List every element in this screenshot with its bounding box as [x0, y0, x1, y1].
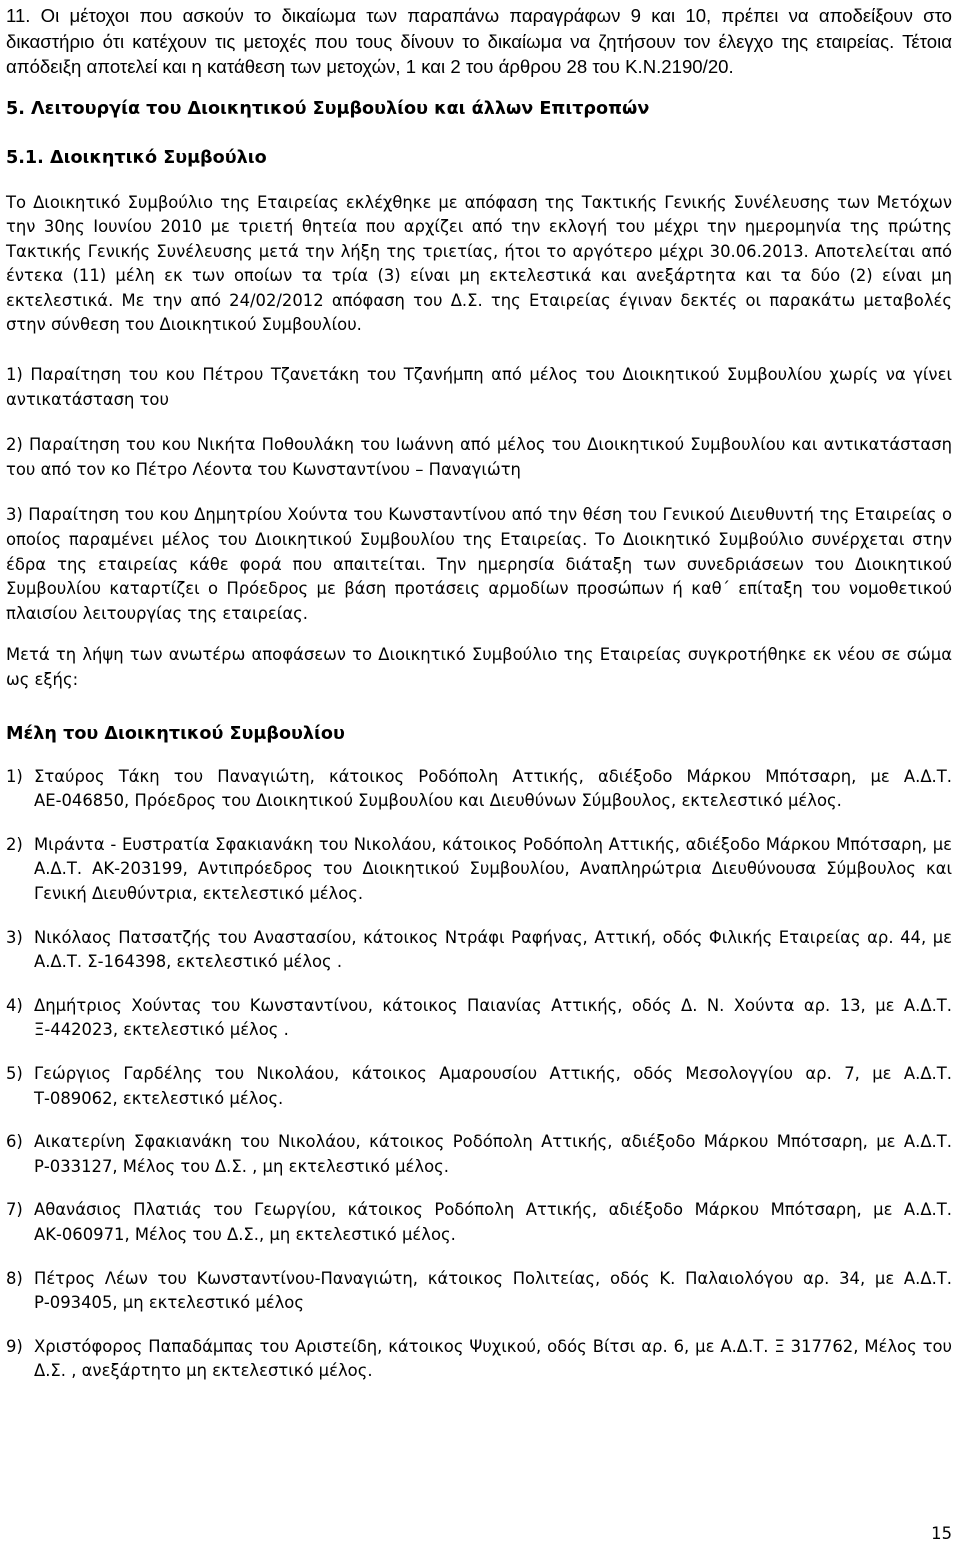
- list-item: [6, 1267, 952, 1316]
- member-number: 6): [6, 1132, 23, 1152]
- member-text: Μιράντα - Ευστρατία Σφακιανάκη του Νικολάου, κάτοικος Ροδόπολη Αττικής, αδιέξοδο Μάρκου Μπότσαρη, με Α.Δ.Τ. ΑΚ-203199, Αντιπρόεδρος του Διοικητικού Συμβουλίου, Αναπληρώτρια Διευθύνουσα Σύμβουλος και Γενική Διευθύντρια, εκτελεστικό μέλος.: [34, 834, 952, 903]
- member-text: Πέτρος Λέων του Κωνσταντίνου-Παναγιώτη, κάτοικος Πολιτείας, οδός Κ. Παλαιολόγου αρ. 34, με Α.Δ.Τ. Ρ-093405, μη εκτελεστικό μέλος: [34, 1268, 952, 1313]
- member-text: Νικόλαος Πατσατζής του Αναστασίου, κάτοικος Ντράφι Ραφήνας, Αττική, οδός Φιλικής Εταιρείας αρ. 44, με Α.Δ.Τ. Σ-164398, εκτελεστικό μέλος .: [34, 927, 952, 972]
- list-item: [6, 765, 952, 814]
- list-item: [6, 926, 952, 975]
- member-number: 4): [6, 995, 23, 1015]
- change-item-2: 2) Παραίτηση του κου Νικήτα Ποθουλάκη του Ιωάννη από μέλος του Διοικητικού Συμβουλίου και αντικατάσταση του από τον κο Πέτρο Λέοντα του Κωνσταντίνου – Παναγιώτη: [6, 435, 952, 479]
- list-item: [6, 833, 952, 907]
- page-number: 15: [931, 1524, 952, 1543]
- after-changes-paragraph: Μετά τη λήψη των ανωτέρω αποφάσεων το Διοικητικό Συμβούλιο της Εταιρείας συγκροτήθηκε εκ νέου σε σώμα ως εξής:: [6, 645, 952, 689]
- list-item: [6, 1335, 952, 1384]
- member-text: Χριστόφορος Παπαδάμπας του Αριστείδη, κάτοικος Ψυχικού, οδός Βίτσι αρ. 6, με Α.Δ.Τ. Ξ 317762, Μέλος του Δ.Σ. , ανεξάρτητο μη εκτελεστικό μέλος.: [34, 1336, 952, 1381]
- member-text: Δημήτριος Χούντας του Κωνσταντίνου, κάτοικος Παιανίας Αττικής, οδός Δ. Ν. Χούντα αρ. 13, με Α.Δ.Τ. Ξ-442023, εκτελεστικό μέλος .: [34, 995, 952, 1040]
- member-number: 3): [6, 927, 23, 947]
- board-paragraph: Το Διοικητικό Συμβούλιο της Εταιρείας εκλέχθηκε με απόφαση της Τακτικής Γενικής Συνέλευσης των Μετόχων την 30ης Ιουνίου 2010 με τριετή θητεία που αρχίζει από την εκλογή του μέχρι την ημερομηνία της πρώτης Τακτικής Γενικής Συνέλευσης μετά την λήξη της τριετίας, ήτοι το αργότερο μέχρι 30.06.2013. Αποτελείται από έντεκα (11) μέλη εκ των οποίων τα τρία (3) είναι μη εκτελεστικά και ανεξάρτητα και τα δύο (2) είναι μη εκτελεστικά. Με την από 24/02/2012 απόφαση του Δ.Σ. της Εταιρείας έγιναν δεκτές οι παρακάτω μεταβολές στην σύνθεση του Διοικητικού Συμβουλίου.: [6, 192, 952, 335]
- list-item: [6, 994, 952, 1043]
- change-item-3: 3) Παραίτηση του κου Δημητρίου Χούντα του Κωνσταντίνου από την θέση του Γενικού Διευθυντή της Εταιρείας ο οποίος παραμένει μέλος του Διοικητικού Συμβουλίου της Εταιρείας. Το Διοικητικό Συμβούλιο συνέρχεται στην έδρα της εταιρείας κάθε φορά που απαιτείται. Την ημερησία διάταξη των συνεδριάσεων του Διοικητικού Συμβουλίου καταρτίζει ο Πρόεδρος με βάση προτάσεις αρμοδίων προσώπων ή καθ΄ επίταξη του νομοθετικού πλαισίου λειτουργίας της εταιρείας.: [6, 505, 952, 623]
- members-list: [6, 765, 952, 1384]
- member-number: 2): [6, 834, 23, 854]
- intro-paragraph: 11. Οι μέτοχοι που ασκούν το δικαίωμα των παραπάνω παραγράφων 9 και 10, πρέπει να αποδείξουν στο δικαστήριο ότι κατέχουν τις μετοχές που τους δίνουν το δικαίωμα να ζητήσουν τον έλεγχο της εταιρείας. Τέτοια απόδειξη αποτελεί και η κατάθεση των μετοχών, 1 και 2 του άρθρου 28 του Κ.Ν.2190/20.: [6, 5, 952, 77]
- member-text: Αθανάσιος Πλατιάς του Γεωργίου, κάτοικος Ροδόπολη Αττικής, αδιέξοδο Μάρκου Μπότσαρη, με Α.Δ.Τ. ΑΚ-060971, Μέλος του Δ.Σ., μη εκτελεστικό μέλος.: [34, 1200, 952, 1244]
- list-item: [6, 1198, 952, 1247]
- member-number: 9): [6, 1336, 23, 1356]
- section-5-heading: 5. Λειτουργία του Διοικητικού Συμβουλίου και άλλων Επιτροπών: [6, 98, 650, 119]
- member-number: 5): [6, 1063, 23, 1083]
- member-text: Αικατερίνη Σφακιανάκη του Νικολάου, κάτοικος Ροδόπολη Αττικής, αδιέξοδο Μάρκου Μπότσαρη, με Α.Δ.Τ. Ρ-033127, Μέλος του Δ.Σ. , μη εκτελεστικό μέλος.: [34, 1132, 952, 1176]
- list-item: [6, 1062, 952, 1111]
- change-item-1: 1) Παραίτηση του κου Πέτρου Τζανετάκη του Τζανήμπη από μέλος του Διοικητικού Συμβουλίου χωρίς να γίνει αντικατάσταση του: [6, 365, 952, 409]
- list-item: [6, 1130, 952, 1179]
- member-text: Σταύρος Τάκη του Παναγιώτη, κάτοικος Ροδόπολη Αττικής, αδιέξοδο Μάρκου Μπότσαρη, με Α.Δ.Τ. ΑΕ-046850, Πρόεδρος του Διοικητικού Συμβουλίου και Διευθύνων Σύμβουλος, εκτελεστικό μέλος.: [34, 766, 952, 811]
- member-number: 8): [6, 1268, 23, 1288]
- document-page: [6, 3, 952, 1403]
- section-5-1-heading: 5.1. Διοικητικό Συμβούλιο: [6, 147, 267, 168]
- member-number: 1): [6, 766, 23, 786]
- members-heading: Μέλη του Διοικητικού Συμβουλίου: [6, 723, 345, 744]
- member-text: Γεώργιος Γαρδέλης του Νικολάου, κάτοικος Αμαρουσίου Αττικής, οδός Μεσολογγίου αρ. 7, με Α.Δ.Τ. Τ-089062, εκτελεστικό μέλος.: [34, 1063, 952, 1108]
- member-number: 7): [6, 1200, 23, 1220]
